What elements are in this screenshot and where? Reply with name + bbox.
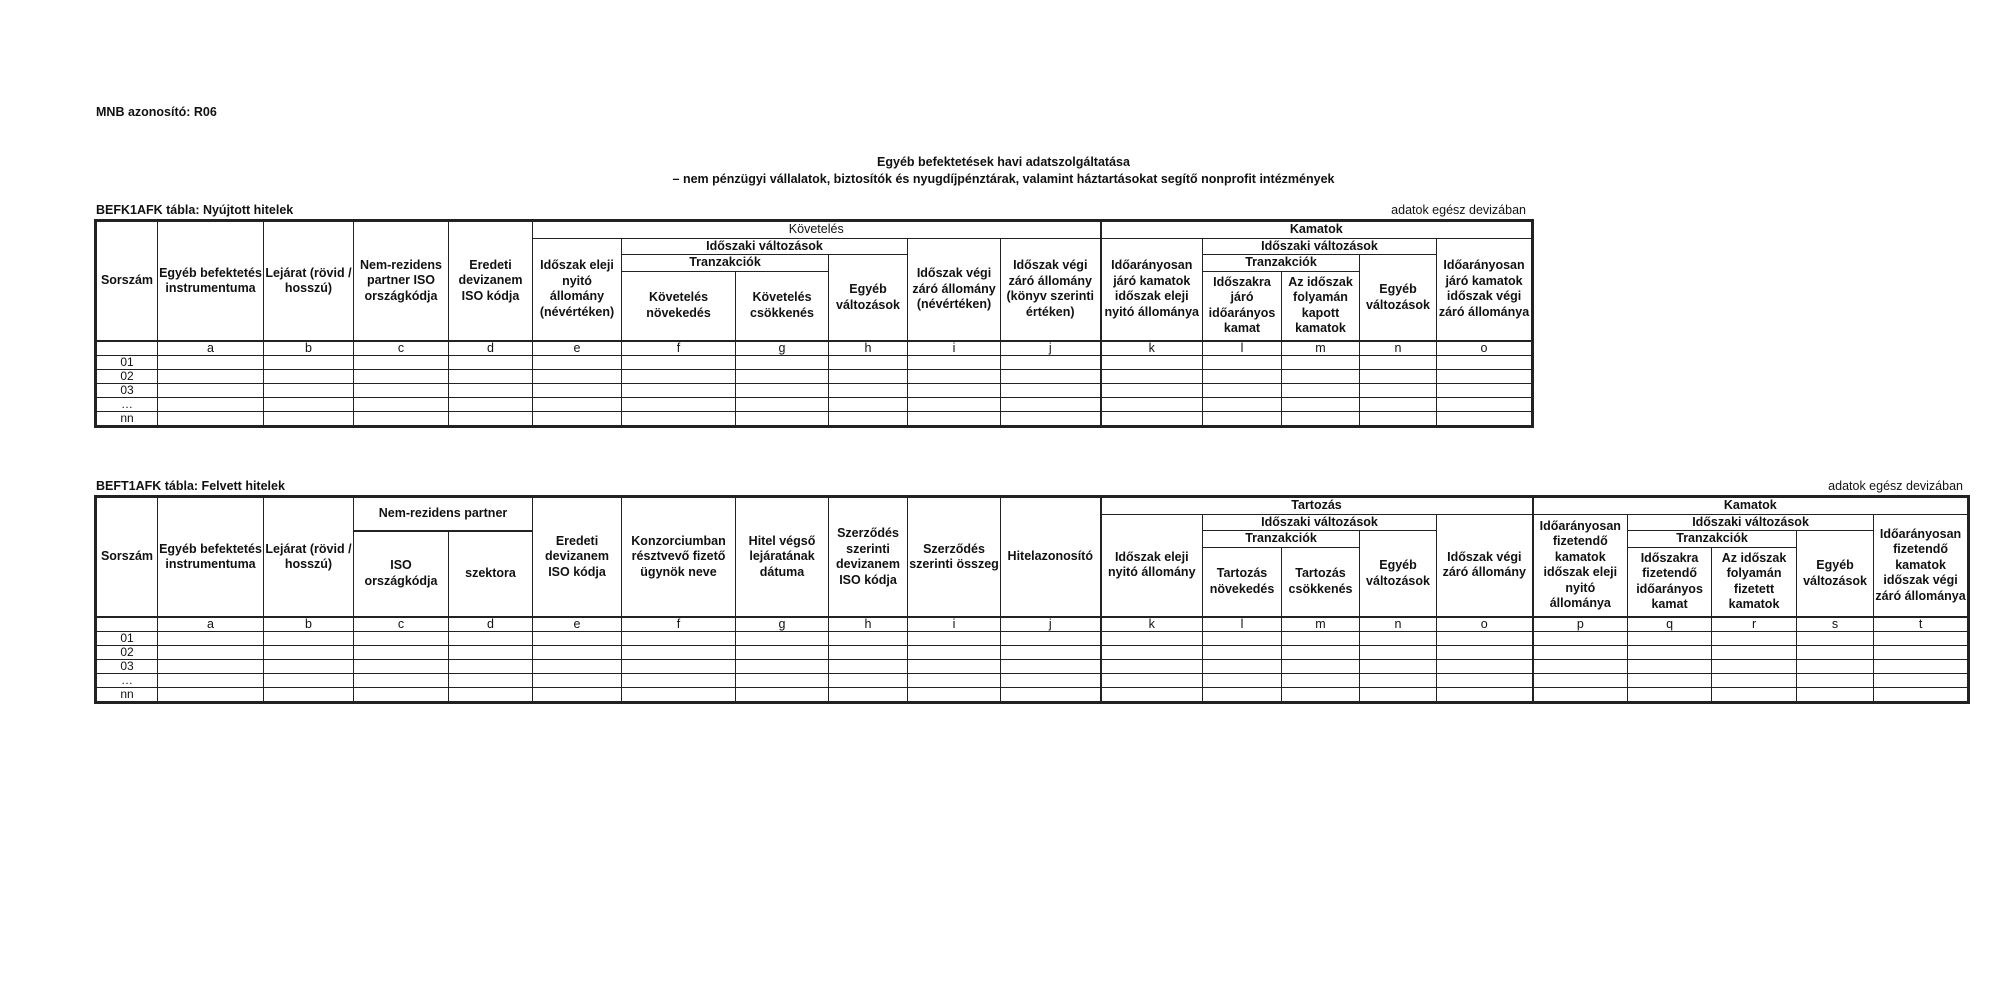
t2-letter: r: [1712, 617, 1797, 632]
t1-head-b: Lejárat (rövid / hosszú): [264, 221, 354, 342]
t1-letter: c: [354, 341, 449, 356]
t1-letter: i: [908, 341, 1001, 356]
t2-letter: j: [1001, 617, 1101, 632]
t1-letter: k: [1101, 341, 1203, 356]
t2-head-j: Hitelazonosító: [1001, 497, 1101, 618]
document-title: [0, 154, 2007, 188]
t1-head-h: Egyéb változások: [829, 255, 908, 342]
t2-letter: e: [533, 617, 622, 632]
t1-group-k-idoszaki: Időszaki változások: [1203, 238, 1437, 255]
row-number: nn: [96, 688, 158, 703]
t2-letter: d: [449, 617, 533, 632]
t1-group-kamatok: Kamatok: [1101, 221, 1533, 239]
row-number: 03: [96, 660, 158, 674]
table2-felvett-hitelek: [94, 495, 1970, 704]
t2-letter: k: [1101, 617, 1203, 632]
t2-letter: g: [736, 617, 829, 632]
t2-head-g: Hitel végső lejáratának dátuma: [736, 497, 829, 618]
t1-head-d: Eredeti devizanem ISO kódja: [449, 221, 533, 342]
t2-letter: t: [1874, 617, 1969, 632]
title-line-1: Egyéb befektetések havi adatszolgáltatása: [877, 155, 1130, 169]
t2-head-n: Egyéb változások: [1360, 531, 1437, 618]
t2-group-k-idoszaki: Időszaki változások: [1628, 514, 1874, 531]
t1-letter: a: [158, 341, 264, 356]
t2-head-o: Időszak végi záró állomány: [1437, 514, 1533, 617]
t2-letter: n: [1360, 617, 1437, 632]
t1-letter: b: [264, 341, 354, 356]
t1-head-a: Egyéb befektetés instrumentuma: [158, 221, 264, 342]
table-row: [96, 356, 1533, 370]
table-row: [96, 674, 1969, 688]
t1-letter-blank: [96, 341, 158, 356]
t2-head-s: Egyéb változások: [1797, 531, 1874, 618]
t2-group-idoszaki: Időszaki változások: [1203, 514, 1437, 531]
t2-head-f: Konzorciumban résztvevő fizető ügynök neve: [622, 497, 736, 618]
t1-head-k: Időarányosan járó kamatok időszak eleji nyitó állománya: [1101, 238, 1203, 341]
t2-head-i: Szerződés szerinti összeg: [908, 497, 1001, 618]
t1-letter: l: [1203, 341, 1282, 356]
t1-group-idoszaki: Időszaki változások: [622, 238, 908, 255]
t1-head-m: Az időszak folyamán kapott kamatok: [1282, 271, 1360, 341]
t2-head-sorszam: Sorszám: [96, 497, 158, 618]
t2-group-partner: Nem-rezidens partner: [354, 497, 533, 531]
t2-head-q: Időszakra fizetendő időarányos kamat: [1628, 547, 1712, 617]
t2-head-c: ISO országkódja: [354, 531, 449, 618]
t2-group-kamatok: Kamatok: [1533, 497, 1969, 515]
t2-group-tranz: Tranzakciók: [1203, 531, 1360, 548]
t2-head-l: Tartozás növekedés: [1203, 547, 1282, 617]
table-row: [96, 398, 1533, 412]
row-number: …: [96, 674, 158, 688]
t2-letter: i: [908, 617, 1001, 632]
t2-head-a: Egyéb befektetés instrumentuma: [158, 497, 264, 618]
t2-head-t: Időarányosan fizetendő kamatok időszak végi záró állománya: [1874, 514, 1969, 617]
t1-letter: h: [829, 341, 908, 356]
table-row: [96, 370, 1533, 384]
t2-head-h: Szerződés szerinti devizanem ISO kódja: [829, 497, 908, 618]
t1-letter: n: [1360, 341, 1437, 356]
mnb-identifier: MNB azonosító: R06: [96, 105, 217, 119]
table2-unit-note: adatok egész devizában: [1828, 479, 1963, 493]
t2-letter: a: [158, 617, 264, 632]
t1-head-f: Követelés növekedés: [622, 271, 736, 341]
table1-unit-note: adatok egész devizában: [1391, 203, 1526, 217]
table1-nyujtott-hitelek: [94, 219, 1534, 428]
t1-group-tranz: Tranzakciók: [622, 255, 829, 272]
table-row: [96, 688, 1969, 703]
t2-head-m: Tartozás csökkenés: [1282, 547, 1360, 617]
t1-letter: e: [533, 341, 622, 356]
t2-letter: f: [622, 617, 736, 632]
row-number: 01: [96, 356, 158, 370]
row-number: 03: [96, 384, 158, 398]
table-row: [96, 660, 1969, 674]
t1-letter: o: [1437, 341, 1533, 356]
t2-group-tartozas: Tartozás: [1101, 497, 1533, 515]
t2-letter: p: [1533, 617, 1628, 632]
t2-letter: s: [1797, 617, 1874, 632]
table-row: [96, 646, 1969, 660]
t1-head-e: Időszak eleji nyitó állomány (névértéken): [533, 238, 622, 341]
t1-head-j: Időszak végi záró állomány (könyv szerinti értéken): [1001, 238, 1101, 341]
table1-caption: BEFK1AFK tábla: Nyújtott hitelek: [96, 203, 294, 217]
t1-head-l: Időszakra járó időarányos kamat: [1203, 271, 1282, 341]
t2-letter: q: [1628, 617, 1712, 632]
row-number: 01: [96, 632, 158, 646]
table-row: [96, 412, 1533, 427]
t1-group-kovetel: Követelés: [533, 221, 1101, 239]
table-row: [96, 632, 1969, 646]
t2-head-e: Eredeti devizanem ISO kódja: [533, 497, 622, 618]
row-number: …: [96, 398, 158, 412]
t2-head-d: szektora: [449, 531, 533, 618]
t1-head-c: Nem-rezidens partner ISO országkódja: [354, 221, 449, 342]
t1-head-sorszam: Sorszám: [96, 221, 158, 342]
t2-letter: m: [1282, 617, 1360, 632]
t1-letter: g: [736, 341, 829, 356]
row-number: 02: [96, 646, 158, 660]
t1-group-k-tranz: Tranzakciók: [1203, 255, 1360, 272]
table2-caption: BEFT1AFK tábla: Felvett hitelek: [96, 479, 285, 493]
t2-letter: l: [1203, 617, 1282, 632]
t2-letter-blank: [96, 617, 158, 632]
t2-head-b: Lejárat (rövid / hosszú): [264, 497, 354, 618]
row-number: 02: [96, 370, 158, 384]
t1-head-o: Időarányosan járó kamatok időszak végi záró állománya: [1437, 238, 1533, 341]
t2-group-k-tranz: Tranzakciók: [1628, 531, 1797, 548]
table-row: [96, 384, 1533, 398]
t1-letter: j: [1001, 341, 1101, 356]
t1-letter: f: [622, 341, 736, 356]
t2-head-p: Időarányosan fizetendő kamatok időszak eleji nyitó állománya: [1533, 514, 1628, 617]
t2-letter: c: [354, 617, 449, 632]
t1-head-n: Egyéb változások: [1360, 255, 1437, 342]
t2-head-k: Időszak eleji nyitó állomány: [1101, 514, 1203, 617]
t2-letter: h: [829, 617, 908, 632]
title-line-2: – nem pénzügyi vállalatok, biztosítók és nyugdíjpénztárak, valamint háztartásokat segítő nonprofit intézmények: [672, 172, 1335, 186]
t2-head-r: Az időszak folyamán fizetett kamatok: [1712, 547, 1797, 617]
t1-head-g: Követelés csökkenés: [736, 271, 829, 341]
t1-letter: d: [449, 341, 533, 356]
t1-letter: m: [1282, 341, 1360, 356]
t1-head-i: Időszak végi záró állomány (névértéken): [908, 238, 1001, 341]
row-number: nn: [96, 412, 158, 427]
t2-letter: b: [264, 617, 354, 632]
t2-letter: o: [1437, 617, 1533, 632]
